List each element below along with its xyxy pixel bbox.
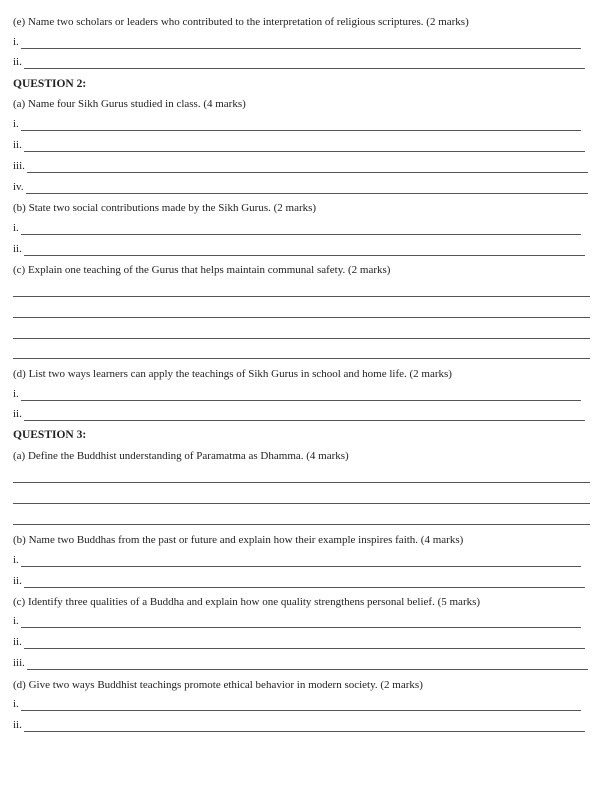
- blank-line[interactable]: [27, 160, 588, 173]
- item-label: ii.: [13, 408, 22, 420]
- item-label: i.: [13, 698, 19, 710]
- answer-line[interactable]: [13, 719, 585, 732]
- answer-line[interactable]: [13, 388, 581, 401]
- blank-line[interactable]: [13, 338, 590, 339]
- blank-line[interactable]: [21, 554, 581, 567]
- blank-line[interactable]: [13, 482, 590, 483]
- answer-line[interactable]: [13, 698, 581, 711]
- question-3d: (d) Give two ways Buddhist teachings promote ethical behavior in modern society. (2 marks): [13, 679, 423, 691]
- item-label: iii.: [13, 657, 25, 669]
- item-label: ii.: [13, 575, 22, 587]
- question-2c: (c) Explain one teaching of the Gurus that helps maintain communal safety. (2 marks): [13, 264, 391, 276]
- question-3-heading: QUESTION 3:: [13, 429, 87, 441]
- answer-line[interactable]: [13, 615, 581, 628]
- item-label: iii.: [13, 160, 25, 172]
- item-label: ii.: [13, 139, 22, 151]
- blank-line[interactable]: [21, 36, 581, 49]
- blank-line[interactable]: [21, 118, 581, 131]
- blank-line[interactable]: [24, 636, 585, 649]
- item-label: i.: [13, 118, 19, 130]
- answer-line[interactable]: [13, 36, 581, 49]
- item-label: i.: [13, 554, 19, 566]
- question-1e: (e) Name two scholars or leaders who contributed to the interpretation of religious scriptures. (2 marks): [13, 16, 469, 28]
- item-label: i.: [13, 388, 19, 400]
- item-label: i.: [13, 222, 19, 234]
- item-label: i.: [13, 36, 19, 48]
- question-2-heading: QUESTION 2:: [13, 78, 87, 90]
- blank-line[interactable]: [26, 181, 588, 194]
- blank-line[interactable]: [13, 358, 590, 359]
- answer-line[interactable]: [13, 554, 581, 567]
- question-2b: (b) State two social contributions made by the Sikh Gurus. (2 marks): [13, 202, 317, 214]
- blank-line[interactable]: [24, 243, 585, 256]
- answer-line[interactable]: [13, 181, 588, 194]
- blank-line[interactable]: [21, 388, 581, 401]
- question-2d: (d) List two ways learners can apply the teachings of Sikh Gurus in school and home life. (2 marks): [13, 368, 452, 380]
- question-3b: (b) Name two Buddhas from the past or future and explain how their example inspires faith. (4 marks): [13, 534, 464, 546]
- answer-line[interactable]: [13, 118, 581, 131]
- answer-line[interactable]: [13, 56, 585, 69]
- blank-line[interactable]: [24, 408, 585, 421]
- question-2a: (a) Name four Sikh Gurus studied in class. (4 marks): [13, 98, 246, 110]
- item-label: ii.: [13, 719, 22, 731]
- answer-line[interactable]: [13, 160, 588, 173]
- blank-line[interactable]: [24, 56, 585, 69]
- answer-line[interactable]: [13, 408, 585, 421]
- blank-line[interactable]: [24, 139, 585, 152]
- answer-line[interactable]: [13, 139, 585, 152]
- blank-line[interactable]: [21, 222, 581, 235]
- answer-line[interactable]: [13, 636, 585, 649]
- item-label: ii.: [13, 636, 22, 648]
- blank-line[interactable]: [21, 615, 581, 628]
- blank-line[interactable]: [27, 657, 588, 670]
- question-3a: (a) Define the Buddhist understanding of Paramatma as Dhamma. (4 marks): [13, 450, 349, 462]
- item-label: ii.: [13, 243, 22, 255]
- answer-line[interactable]: [13, 243, 585, 256]
- blank-line[interactable]: [13, 317, 590, 318]
- item-label: ii.: [13, 56, 22, 68]
- blank-line[interactable]: [13, 524, 590, 525]
- answer-line[interactable]: [13, 575, 585, 588]
- question-3c: (c) Identify three qualities of a Buddha and explain how one quality strengthens personal belief. (5 marks): [13, 596, 481, 608]
- item-label: iv.: [13, 181, 24, 193]
- blank-line[interactable]: [21, 698, 581, 711]
- item-label: i.: [13, 615, 19, 627]
- answer-line[interactable]: [13, 222, 581, 235]
- blank-line[interactable]: [24, 719, 585, 732]
- blank-line[interactable]: [13, 296, 590, 297]
- answer-line[interactable]: [13, 657, 588, 670]
- blank-line[interactable]: [13, 503, 590, 504]
- blank-line[interactable]: [24, 575, 585, 588]
